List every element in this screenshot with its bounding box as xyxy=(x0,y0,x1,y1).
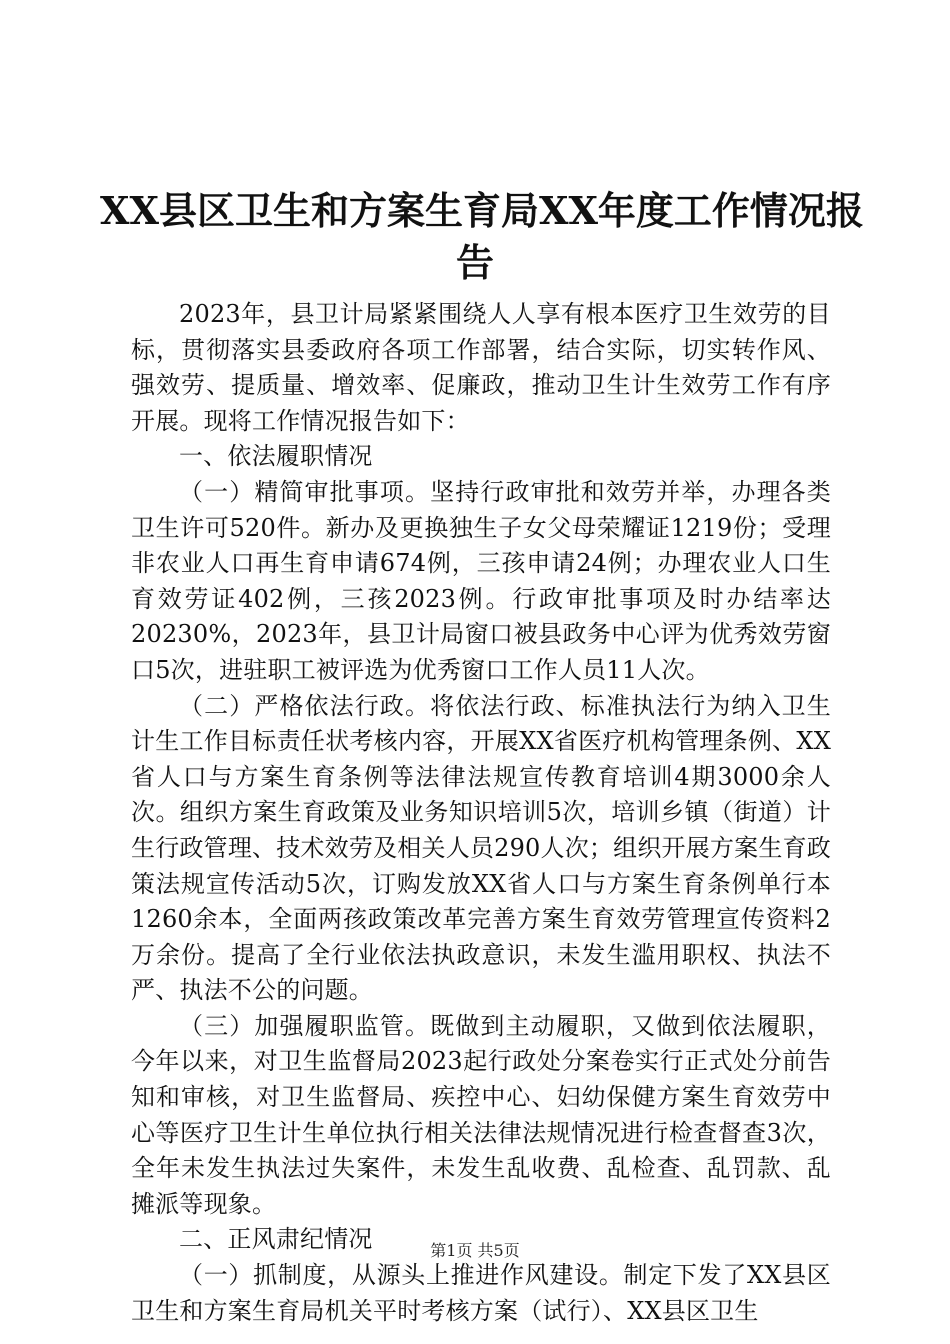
paragraph-intro: 2023年，县卫计局紧紧围绕人人享有根本医疗卫生效劳的目标，贯彻落实县委政府各项工作部署，结合实际，切实转作风、强效劳、提质量、增效率、促廉政，推动卫生计生效劳工作有序开展。现将工作情况报告如下： xyxy=(131,300,831,435)
paragraph-1-3: （三）加强履职监管。既做到主动履职，又做到依法履职，今年以来，对卫生监督局2023起行政处分案卷实行正式处分前告知和审核，对卫生监督局、疾控中心、妇幼保健方案生育效劳中心等医疗卫生计生单位执行相关法律法规情况进行检查督查3次，全年未发生执法过失案件，未发生乱收费、乱检查、乱罚款、乱摊派等现象。 xyxy=(131,1011,831,1218)
paragraph-2-1: （一）抓制度，从源头上推进作风建设。制定下发了XX县区卫生和方案生育局机关平时考核方案（试行）、XX县区卫生 xyxy=(131,1261,831,1325)
paragraph-1-1: （一）精简审批事项。坚持行政审批和效劳并举，办理各类卫生许可520件。新办及更换独生子女父母荣耀证1219份；受理非农业人口再生育申请674例，三孩申请24例；办理农业人口生育效劳证402例，三孩2023例。行政审批事项及时办结率达20230%，2023年，县卫计局窗口被县政务中心评为优秀效劳窗口5次，进驻职工被评选为优秀窗口工作人员11人次。 xyxy=(131,477,831,684)
page-number-footer: 第1页 共5页 xyxy=(430,1241,520,1260)
document-title-line-2: 告 xyxy=(455,240,494,285)
paragraph-1-2: （二）严格依法行政。将依法行政、标准执法行为纳入卫生计生工作目标责任状考核内容，开展XX省医疗机构管理条例、XX省人口与方案生育条例等法律法规宣传教育培训4期3000余人次。组织方案生育政策及业务知识培训5次，培训乡镇（街道）计生行政管理、技术效劳及相关人员290人次；组织开展方案生育政策法规宣传活动5次，订购发放XX省人口与方案生育条例单行本1260余本，全面两孩政策改革完善方案生育效劳管理宣传资料2万余份。提高了全行业依法执政意识，未发生滥用职权、执法不严、执法不公的问题。 xyxy=(131,691,831,1005)
section-heading-1: 一、依法履职情况 xyxy=(179,442,373,471)
document-title-line-1: XX县区卫生和方案生育局XX年度工作情况报 xyxy=(100,188,864,233)
document-body xyxy=(131,297,831,1329)
section-heading-2: 二、正风肃纪情况 xyxy=(179,1225,373,1254)
